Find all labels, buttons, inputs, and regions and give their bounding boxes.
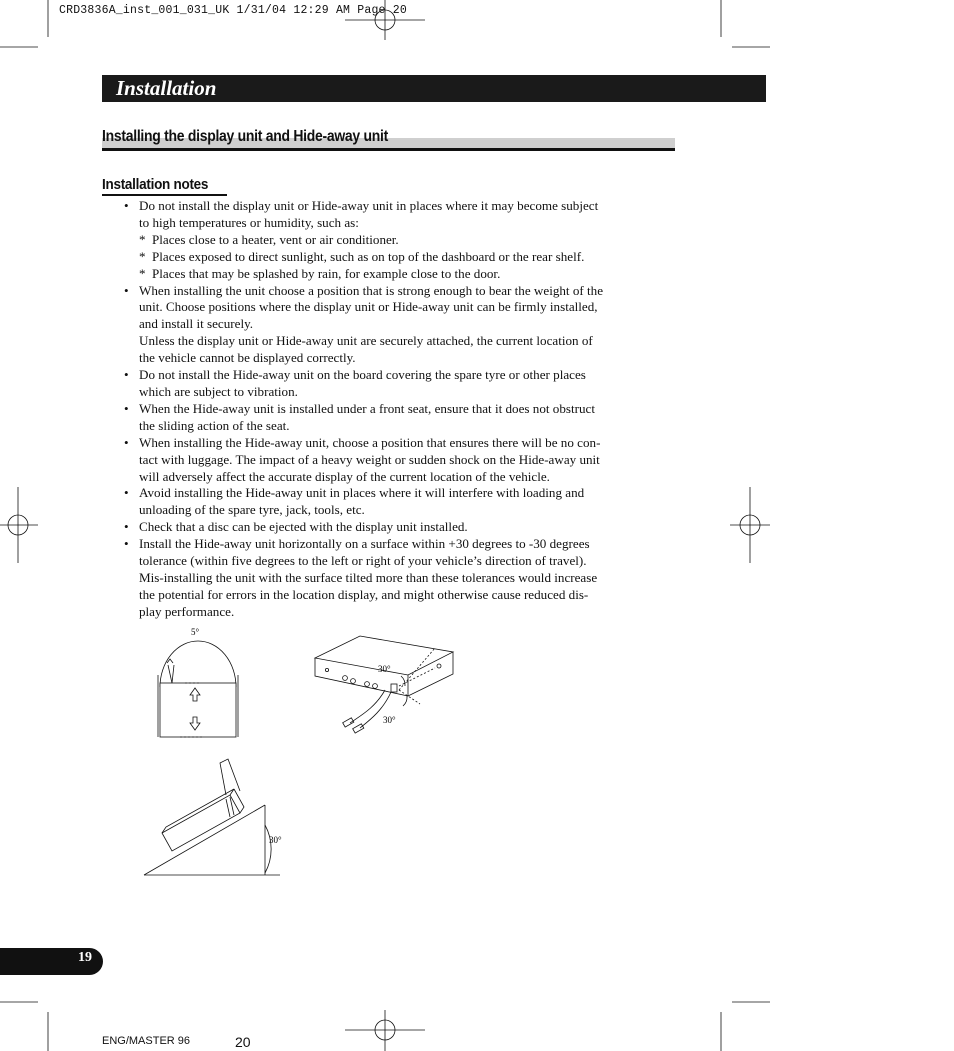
hideaway-unit-tolerance-figure bbox=[305, 628, 465, 748]
note-line: tolerance (within five degrees to the left or right of your vehicle’s direction of travel). bbox=[139, 553, 587, 569]
note-sub-item: * Places that may be splashed by rain, for example close to the door. bbox=[139, 265, 501, 281]
display-unit-tilt-figure bbox=[150, 625, 250, 745]
section-title: Installing the display unit and Hide-away unit bbox=[102, 128, 388, 145]
registration-target-right bbox=[730, 487, 770, 563]
angle-30-slope-label: 30° bbox=[269, 835, 282, 845]
note-item: • Do not install the Hide-away unit on the board covering the spare tyre or other places which are subject to vibration. bbox=[124, 367, 654, 401]
note-line: Do not install the Hide-away unit on the board covering the spare tyre or other places bbox=[139, 367, 586, 383]
note-line: play performance. bbox=[139, 603, 235, 619]
note-item: • Check that a disc can be ejected with the display unit installed. bbox=[124, 519, 654, 536]
note-line: Mis-installing the unit with the surface tilted more than these tolerances would increase bbox=[139, 569, 598, 585]
page-tab-number: 19 bbox=[78, 950, 92, 965]
note-line: unloading of the spare tyre, jack, tools, etc. bbox=[139, 502, 365, 518]
note-line: to high temperatures or humidity, such as: bbox=[139, 214, 359, 230]
bullet: • bbox=[124, 198, 129, 213]
note-line: will adversely affect the accurate display of the current location of the vehicle. bbox=[139, 468, 550, 484]
angle-30-bottom-label: 30° bbox=[383, 715, 396, 725]
installation-notes-list bbox=[124, 198, 654, 621]
note-line: Check that a disc can be ejected with the display unit installed. bbox=[139, 519, 468, 535]
note-line: When the Hide-away unit is installed under a front seat, ensure that it does not obstruct bbox=[139, 400, 595, 416]
subsection-rule bbox=[102, 194, 227, 196]
note-line: Unless the display unit or Hide-away unit are securely attached, the current location of bbox=[139, 333, 593, 349]
note-item bbox=[124, 198, 654, 283]
note-line: Avoid installing the Hide-away unit in places where it will interfere with loading and bbox=[139, 485, 585, 501]
note-line: unit. Choose positions where the display unit or Hide-away unit can be firmly installed, bbox=[139, 299, 598, 315]
note-line: When installing the Hide-away unit, choose a position that ensures there will be no con- bbox=[139, 434, 601, 450]
note-item: • Avoid installing the Hide-away unit in places where it will interfere with loading and unloading of the spare tyre, jack, tools, etc. bbox=[124, 485, 654, 519]
footer-master-label: ENG/MASTER 96 bbox=[102, 1035, 191, 1047]
note-line: which are subject to vibration. bbox=[139, 383, 298, 399]
note-item: • When the Hide-away unit is installed under a front seat, ensure that it does not obstruct the sliding action of the seat. bbox=[124, 401, 654, 435]
angle-5-label: 5° bbox=[191, 627, 200, 637]
note-item: • Install the Hide-away unit horizontally on a surface within +30 degrees to -30 degrees tolerance (within five degrees to the left or right of your vehicle’s direction of travel). Mis-installing the unit with the surface tilted more than these tolerances would increase the potential for errors in the location display, and might otherwise cause reduced dis- play performance. bbox=[124, 536, 654, 621]
note-line: the potential for errors in the location display, and might otherwise cause reduced dis- bbox=[139, 586, 589, 602]
angle-30-top-label: 30° bbox=[378, 664, 391, 674]
note-sub-item: * Places close to a heater, vent or air conditioner. bbox=[139, 231, 399, 247]
subsection-title: Installation notes bbox=[102, 176, 209, 193]
footer-page-number: 20 bbox=[235, 1034, 251, 1050]
note-sub-item: * Places exposed to direct sunlight, such as on top of the dashboard or the rear shelf. bbox=[139, 248, 585, 264]
note-line: tact with luggage. The impact of a heavy weight or sudden shock on the Hide-away unit bbox=[139, 451, 600, 467]
slope-installation-figure bbox=[140, 755, 290, 880]
registration-target-bottom bbox=[345, 1010, 425, 1051]
registration-target-left bbox=[0, 487, 38, 563]
print-header: CRD3836A_inst_001_031_UK 1/31/04 12:29 AM Page 20 bbox=[59, 4, 407, 17]
note-line: the sliding action of the seat. bbox=[139, 417, 290, 433]
note-line: the vehicle cannot be displayed correctly. bbox=[139, 350, 356, 366]
note-item: • When installing the Hide-away unit, choose a position that ensures there will be no con- tact with luggage. The impact of a heavy weight or sudden shock on the Hide-away unit will adversely affect the accurate display of the current location of the vehicle. bbox=[124, 435, 654, 486]
note-line: and install it securely. bbox=[139, 316, 254, 332]
note-line: Install the Hide-away unit horizontally on a surface within +30 degrees to -30 degrees bbox=[139, 536, 590, 552]
note-line: When installing the unit choose a position that is strong enough to bear the weight of the bbox=[139, 282, 604, 298]
note-item: • When installing the unit choose a position that is strong enough to bear the weight of the unit. Choose positions where the display unit or Hide-away unit can be firmly installed, and install it securely. Unless the display unit or Hide-away unit are securely attached, the current location of the vehicle cannot be displayed correctly. bbox=[124, 283, 654, 368]
chapter-title: Installation bbox=[116, 76, 217, 100]
section-rule bbox=[102, 148, 675, 151]
note-line: Do not install the display unit or Hide-away unit in places where it may become subject bbox=[139, 198, 599, 213]
